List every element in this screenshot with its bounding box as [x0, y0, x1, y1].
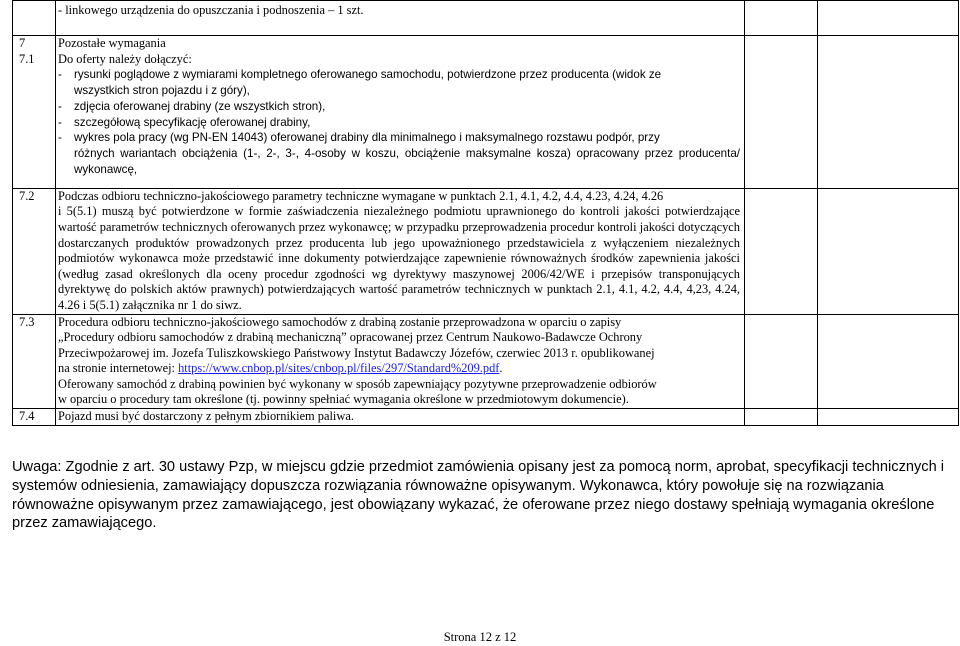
- bullet-text: wykres pola pracy (wg PN-EN 14043) oferowanej drabiny dla minimalnego i maksymalnego rozstawu podpór, przy: [74, 131, 660, 145]
- link-prefix: na stronie internetowej:: [58, 361, 179, 376]
- link-suffix: .: [499, 361, 503, 376]
- list-item: [58, 67, 740, 83]
- footer-mid: z: [491, 630, 504, 644]
- item-number: 7.4: [19, 409, 35, 424]
- page-total: 12: [503, 630, 517, 644]
- item73-line: „Procedury odbioru samochodów z drabiną mechaniczną” opracowanej przez Centrum Naukowo-Badawcze Ochrony: [58, 330, 643, 345]
- bullet-text: zdjęcia oferowanej drabiny (ze wszystkich stron),: [74, 99, 326, 113]
- empty-cell: [745, 188, 818, 314]
- page-footer: [0, 630, 960, 645]
- empty-cell: [745, 1, 818, 36]
- table-row: [13, 36, 959, 189]
- text-cell: [56, 1, 745, 36]
- list-item: [58, 99, 740, 115]
- bullet-list: [58, 67, 740, 178]
- item-number: 7.3: [19, 314, 35, 329]
- item73-line: Przeciwpożarowej im. Jozefa Tuliszkowskiego Państwowy Instytut Badawczy Józefów, czerwiec 2013 r. opublikowanej: [58, 345, 655, 360]
- item73-line: Oferowany samochód z drabiną powinien być wykonany w sposób zapewniający pozytywne przeprowadzenie odbiorów: [58, 376, 657, 391]
- text-cell: [56, 36, 745, 189]
- item74-text: Pojazd musi być dostarczony z pełnym zbiornikiem paliwa.: [58, 409, 354, 424]
- section-title: Pozostałe wymagania: [58, 36, 166, 50]
- item73-line: Procedura odbioru techniczno-jakościowego samochodów z drabiną zostanie przeprowadzona w oparciu o zapisy: [58, 314, 622, 329]
- table-row: [13, 188, 959, 314]
- item-number: 7.1: [19, 51, 35, 66]
- empty-cell: [818, 188, 959, 314]
- table-row: [13, 314, 959, 409]
- section-number: 7: [19, 36, 26, 50]
- standard-pdf-link[interactable]: https://www.cnbop.pl/sites/cnbop.pl/files/297/Standard%209.pdf: [178, 361, 500, 376]
- empty-cell: [818, 314, 959, 409]
- empty-cell: [818, 36, 959, 189]
- num-cell: [13, 36, 56, 189]
- item72-first-line: Podczas odbioru techniczno-jakościowego parametry techniczne wymagane w punktach 2.1, 4.1, 4.2, 4.4, 4.23, 4.24, 4.26: [58, 188, 664, 203]
- bullet-dash: -: [58, 68, 62, 82]
- bullet-continuation: różnych wariantach obciążenia (1-, 2-, 3-, 4-osoby w koszu, obciążenie maksymalne kosza) opracowany przez producenta/ wykonawcę,: [74, 147, 740, 176]
- empty-cell: [745, 314, 818, 409]
- bullet-dash: -: [58, 99, 62, 113]
- num-cell: [13, 409, 56, 426]
- text-cell: [56, 409, 745, 426]
- empty-cell: [818, 409, 959, 426]
- requirements-table: [12, 0, 959, 426]
- item72-body: i 5(5.1) muszą być potwierdzone w formie zaświadczenia niezależnego podmiotu uprawnionego do kontroli jakości potwierdzające wartość parametrów technicznych oferowanych przez wykonawcę; w przypadku przeprowadzenia procedur kontroli jakości dotyczących dostarczanych produktów prowadzonych przez producenta lub jego upoważnionego przedstawiciela z wyłączeniem niezależnych podmiotów wykonawca może przedstawić inne dokumenty potwierdzające zapewnienie równoważnych środków zapewnienia jakości (według zasad określonych dla oceny procedur zgodności wg dyrektywy maszynowej 2006/42/WE i przepisów transponujących dyrektywę do polskich aktów prawnych) potwierdzających wartość parametrów technicznych w punktach 2.1, 4.1, 4.2, 4.4, 4,23, 4.24, 4.26 i 5(5.1) załącznika nr 1 do siwz.: [58, 204, 740, 312]
- item73-line: w oparciu o procedury tam określone (tj. powinny spełniać wymagania określone w przedmiotowym dokumencie).: [58, 392, 629, 407]
- bullet-continuation: wszystkich stron pojazdu i z góry),: [74, 83, 250, 97]
- item73-line: [58, 361, 740, 377]
- empty-cell: [745, 36, 818, 189]
- table-row: [13, 1, 959, 36]
- num-cell: [13, 188, 56, 314]
- item-number: 7.2: [19, 188, 35, 203]
- list-item: [58, 115, 740, 131]
- footer-prefix: Strona: [443, 630, 480, 644]
- empty-cell: [818, 1, 959, 36]
- item-intro: Do oferty należy dołączyć:: [58, 51, 192, 66]
- equivalence-note: Uwaga: Zgodnie z art. 30 ustawy Pzp, w miejscu gdzie przedmiot zamówienia opisany jest za pomocą norm, aprobat, specyfikacji technicznych i systemów odniesienia, zamawiający dopuszcza rozwiązania równoważne opisywanym. Wykonawca, który powołuje się na rozwiązania równoważne opisywanym przez zamawiającego, jest obowiązany wykazać, że oferowane przez niego dostawy spełniają wymagania określone przez zamawiającego.: [12, 459, 944, 532]
- bullet-dash: -: [58, 131, 62, 145]
- num-cell: [13, 314, 56, 409]
- bullet-text: rysunki poglądowe z wymiarami kompletnego oferowanego samochodu, potwierdzone przez producenta (widok ze: [74, 68, 662, 82]
- text-cell: [56, 314, 745, 409]
- bullet-text: szczegółową specyfikację oferowanej drabiny,: [74, 115, 311, 129]
- list-item: [58, 130, 740, 146]
- page-number: 12: [479, 630, 492, 644]
- text-cell: [56, 188, 745, 314]
- top-row-text: - linkowego urządzenia do opuszczania i podnoszenia – 1 szt.: [58, 3, 364, 17]
- bullet-dash: -: [58, 115, 62, 129]
- table-row: [13, 409, 959, 426]
- num-cell: [13, 1, 56, 36]
- empty-cell: [745, 409, 818, 426]
